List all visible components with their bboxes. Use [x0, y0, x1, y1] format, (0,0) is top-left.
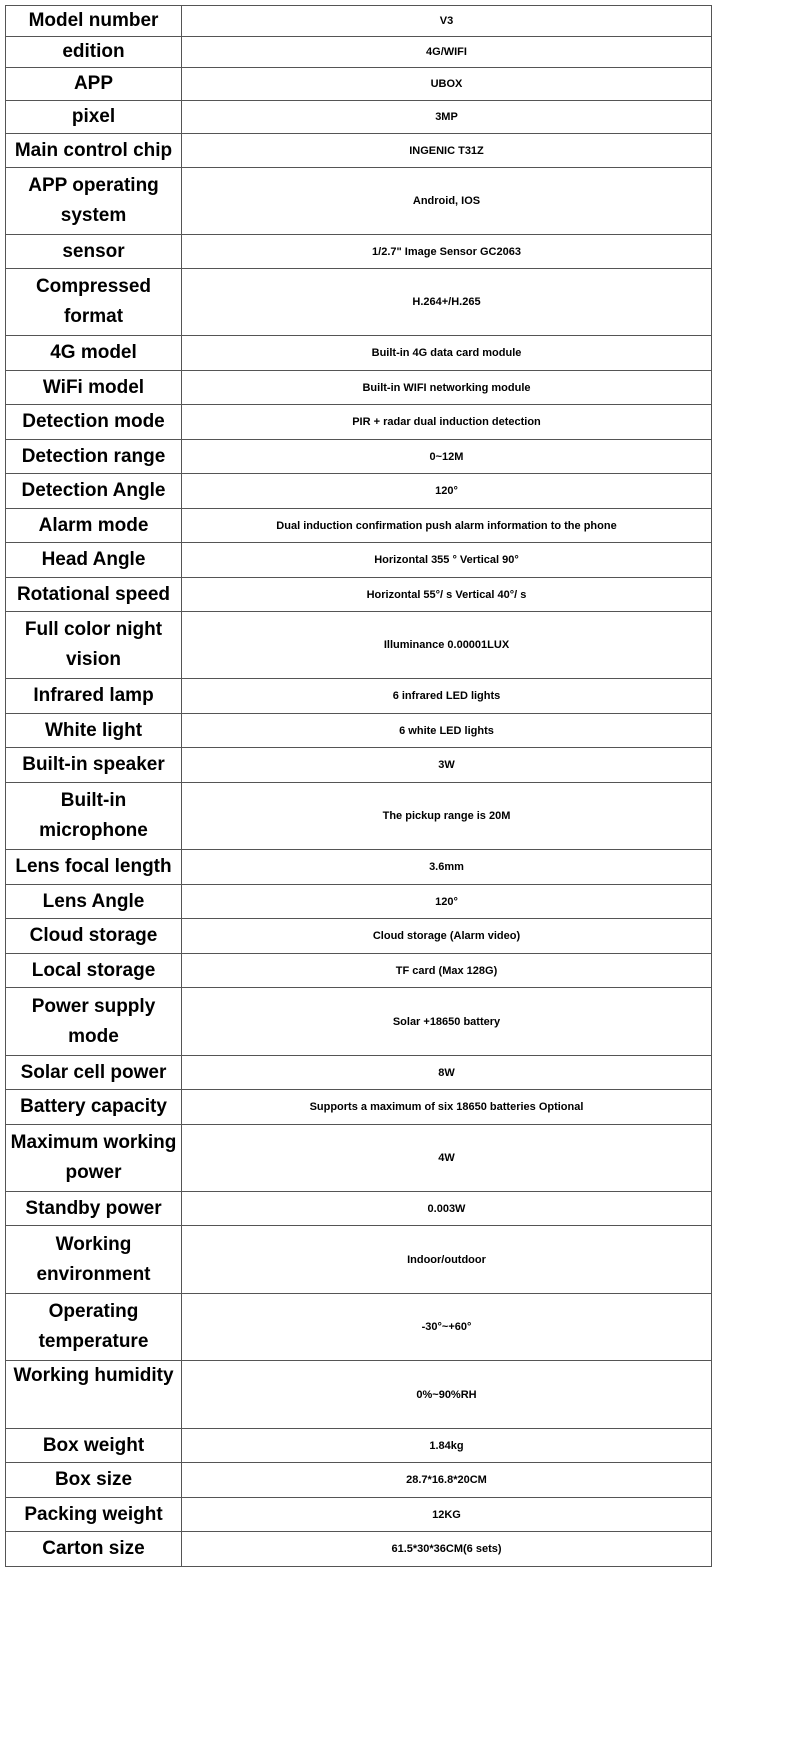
table-row — [6, 37, 712, 68]
spec-label: Maximum working power — [6, 1125, 182, 1192]
table-row — [6, 1532, 712, 1567]
table-row — [6, 1498, 712, 1532]
table-row — [6, 919, 712, 954]
spec-value: TF card (Max 128G) — [182, 954, 712, 988]
spec-label: Operating temperature — [6, 1294, 182, 1361]
table-row — [6, 235, 712, 269]
spec-value: 120° — [182, 885, 712, 919]
spec-label: Local storage — [6, 954, 182, 988]
spec-value: Horizontal 55°/ s Vertical 40°/ s — [182, 578, 712, 612]
spec-value: Built-in WIFI networking module — [182, 371, 712, 405]
table-row — [6, 1125, 712, 1192]
table-row — [6, 748, 712, 783]
spec-value: Built-in 4G data card module — [182, 336, 712, 371]
spec-label: sensor — [6, 235, 182, 269]
spec-value: UBOX — [182, 68, 712, 101]
table-row — [6, 101, 712, 134]
table-row — [6, 405, 712, 440]
spec-label: Working humidity — [6, 1361, 182, 1429]
spec-label: Detection mode — [6, 405, 182, 440]
table-row — [6, 783, 712, 850]
table-row — [6, 1429, 712, 1463]
table-row — [6, 1090, 712, 1125]
spec-value: INGENIC T31Z — [182, 134, 712, 168]
spec-value: Android, IOS — [182, 168, 712, 235]
spec-value: 3W — [182, 748, 712, 783]
table-row — [6, 578, 712, 612]
spec-value: 1.84kg — [182, 1429, 712, 1463]
table-row — [6, 269, 712, 336]
table-row — [6, 1463, 712, 1498]
table-row — [6, 134, 712, 168]
table-row — [6, 168, 712, 235]
table-row — [6, 371, 712, 405]
spec-value: -30°~+60° — [182, 1294, 712, 1361]
spec-label: Lens focal length — [6, 850, 182, 885]
spec-value: 3.6mm — [182, 850, 712, 885]
spec-value: Cloud storage (Alarm video) — [182, 919, 712, 954]
spec-value: Solar +18650 battery — [182, 988, 712, 1056]
table-row — [6, 509, 712, 543]
spec-label: White light — [6, 714, 182, 748]
spec-value: 4W — [182, 1125, 712, 1192]
table-row — [6, 612, 712, 679]
spec-label: Built-in speaker — [6, 748, 182, 783]
spec-label: WiFi model — [6, 371, 182, 405]
spec-value: 6 infrared LED lights — [182, 679, 712, 714]
table-row — [6, 1192, 712, 1226]
spec-label: Main control chip — [6, 134, 182, 168]
table-row — [6, 1294, 712, 1361]
spec-value: 28.7*16.8*20CM — [182, 1463, 712, 1498]
spec-table-body — [6, 6, 712, 1567]
spec-label: Working environment — [6, 1226, 182, 1294]
spec-value: Illuminance 0.00001LUX — [182, 612, 712, 679]
spec-label: Solar cell power — [6, 1056, 182, 1090]
spec-value: PIR + radar dual induction detection — [182, 405, 712, 440]
table-row — [6, 850, 712, 885]
spec-value: Indoor/outdoor — [182, 1226, 712, 1294]
spec-label: Packing weight — [6, 1498, 182, 1532]
spec-label: Detection Angle — [6, 474, 182, 509]
table-row — [6, 543, 712, 578]
spec-label: Alarm mode — [6, 509, 182, 543]
spec-label: APP operating system — [6, 168, 182, 235]
spec-value: 4G/WIFI — [182, 37, 712, 68]
table-row — [6, 1056, 712, 1090]
table-row — [6, 885, 712, 919]
table-row — [6, 988, 712, 1056]
spec-label: Detection range — [6, 440, 182, 474]
spec-label: Standby power — [6, 1192, 182, 1226]
spec-value: 8W — [182, 1056, 712, 1090]
spec-value: The pickup range is 20M — [182, 783, 712, 850]
spec-label: Battery capacity — [6, 1090, 182, 1125]
spec-label: Carton size — [6, 1532, 182, 1567]
spec-label: Compressed format — [6, 269, 182, 336]
spec-label: Cloud storage — [6, 919, 182, 954]
table-row — [6, 1226, 712, 1294]
spec-label: Box size — [6, 1463, 182, 1498]
spec-value: 1/2.7" Image Sensor GC2063 — [182, 235, 712, 269]
spec-label: pixel — [6, 101, 182, 134]
spec-label: Head Angle — [6, 543, 182, 578]
spec-table — [5, 5, 712, 1567]
spec-label: Box weight — [6, 1429, 182, 1463]
table-row — [6, 6, 712, 37]
spec-label: edition — [6, 37, 182, 68]
table-row — [6, 440, 712, 474]
spec-label: Rotational speed — [6, 578, 182, 612]
spec-value: 12KG — [182, 1498, 712, 1532]
spec-label: Lens Angle — [6, 885, 182, 919]
spec-value: 61.5*30*36CM(6 sets) — [182, 1532, 712, 1567]
spec-label: 4G model — [6, 336, 182, 371]
spec-value: Supports a maximum of six 18650 batteries Optional — [182, 1090, 712, 1125]
spec-value: Horizontal 355 ° Vertical 90° — [182, 543, 712, 578]
spec-label: APP — [6, 68, 182, 101]
table-row — [6, 679, 712, 714]
spec-value: H.264+/H.265 — [182, 269, 712, 336]
spec-label: Built-in microphone — [6, 783, 182, 850]
spec-value: 0%~90%RH — [182, 1361, 712, 1429]
table-row — [6, 68, 712, 101]
table-row — [6, 474, 712, 509]
spec-value: 3MP — [182, 101, 712, 134]
spec-label: Infrared lamp — [6, 679, 182, 714]
table-row — [6, 954, 712, 988]
spec-value: 6 white LED lights — [182, 714, 712, 748]
table-row — [6, 714, 712, 748]
spec-value: V3 — [182, 6, 712, 37]
spec-value: 120° — [182, 474, 712, 509]
spec-value: 0~12M — [182, 440, 712, 474]
table-row — [6, 1361, 712, 1429]
spec-label: Model number — [6, 6, 182, 37]
spec-label: Power supply mode — [6, 988, 182, 1056]
spec-value: Dual induction confirmation push alarm information to the phone — [182, 509, 712, 543]
spec-value: 0.003W — [182, 1192, 712, 1226]
spec-label: Full color night vision — [6, 612, 182, 679]
table-row — [6, 336, 712, 371]
